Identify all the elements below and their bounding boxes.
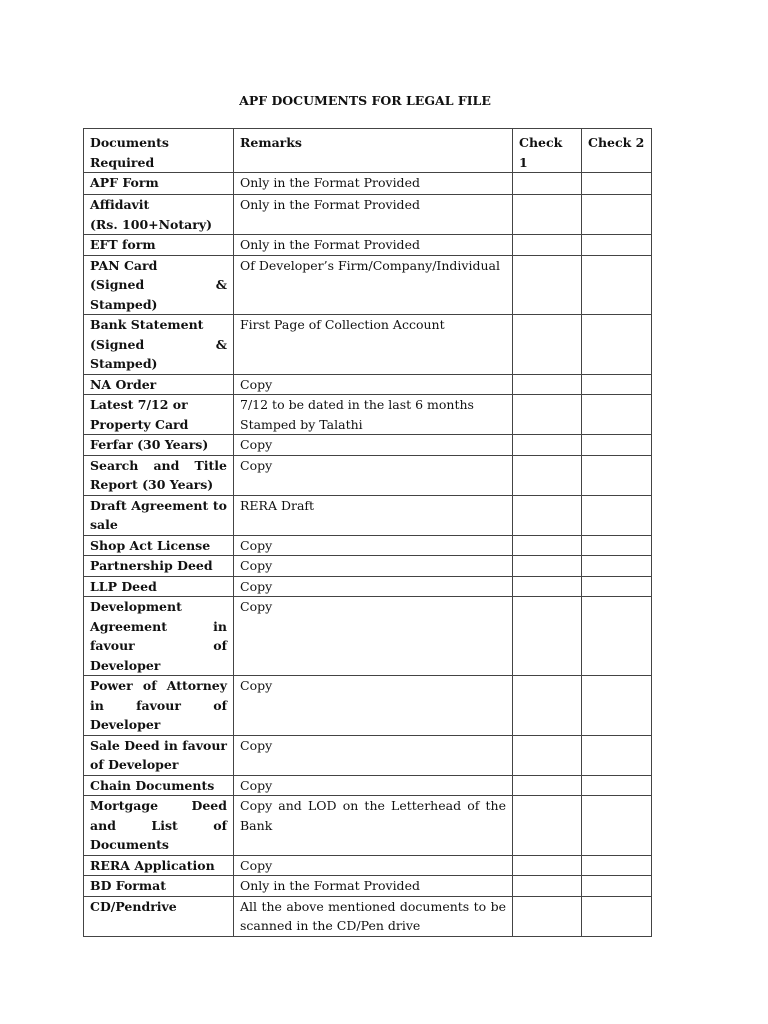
table-row <box>84 896 652 936</box>
document-name-cell: Ferfar (30 Years) <box>84 435 234 456</box>
remarks-cell: Copy <box>234 455 513 495</box>
check-2-cell[interactable] <box>582 775 652 796</box>
documents-table <box>83 128 652 937</box>
check-2-cell[interactable] <box>582 315 652 375</box>
document-name-cell: Power of Attorney in favour of Developer <box>84 676 234 736</box>
check-2-cell[interactable] <box>582 576 652 597</box>
document-name-cell: Sale Deed in favour of Developer <box>84 735 234 775</box>
remarks-cell: Copy <box>234 597 513 676</box>
remarks-cell: Only in the Format Provided <box>234 876 513 897</box>
table-row <box>84 235 652 256</box>
table-header-row <box>84 129 652 173</box>
table-row <box>84 495 652 535</box>
check-2-cell[interactable] <box>582 876 652 897</box>
remarks-cell: RERA Draft <box>234 495 513 535</box>
document-name-cell: EFT form <box>84 235 234 256</box>
table-row <box>84 173 652 195</box>
table-row <box>84 395 652 435</box>
check-1-cell[interactable] <box>513 455 582 495</box>
document-name-cell: BD Format <box>84 876 234 897</box>
check-2-cell[interactable] <box>582 455 652 495</box>
document-name-cell: PAN Card (Signed & Stamped) <box>84 255 234 315</box>
check-1-cell[interactable] <box>513 556 582 577</box>
page-title <box>0 93 650 108</box>
document-name-cell: NA Order <box>84 374 234 395</box>
table-row <box>84 676 652 736</box>
check-2-cell[interactable] <box>582 255 652 315</box>
remarks-cell: Only in the Format Provided <box>234 195 513 235</box>
remarks-cell: Copy <box>234 435 513 456</box>
document-name-cell: CD/Pendrive <box>84 896 234 936</box>
document-name-cell: Chain Documents <box>84 775 234 796</box>
check-1-cell[interactable] <box>513 395 582 435</box>
check-1-cell[interactable] <box>513 374 582 395</box>
check-1-cell[interactable] <box>513 255 582 315</box>
document-name-cell: Shop Act License <box>84 535 234 556</box>
table-row <box>84 535 652 556</box>
table-row <box>84 796 652 856</box>
table-row <box>84 556 652 577</box>
page-title-text: APF DOCUMENTS FOR LEGAL FILE <box>239 93 491 108</box>
document-name-cell: Affidavit (Rs. 100+Notary) <box>84 195 234 235</box>
remarks-cell: Copy <box>234 576 513 597</box>
table-row <box>84 855 652 876</box>
check-1-cell[interactable] <box>513 235 582 256</box>
remarks-cell: Copy <box>234 735 513 775</box>
table-row <box>84 597 652 676</box>
check-2-cell[interactable] <box>582 735 652 775</box>
document-name-cell: Bank Statement (Signed & Stamped) <box>84 315 234 375</box>
check-2-cell[interactable] <box>582 235 652 256</box>
document-name-cell: Mortgage Deed and List of Documents <box>84 796 234 856</box>
table-row <box>84 374 652 395</box>
remarks-cell: Copy and LOD on the Letterhead of the Bank <box>234 796 513 856</box>
check-2-cell[interactable] <box>582 556 652 577</box>
document-name-cell: Latest 7/12 or Property Card <box>84 395 234 435</box>
check-2-cell[interactable] <box>582 195 652 235</box>
remarks-cell: Copy <box>234 855 513 876</box>
check-2-cell[interactable] <box>582 896 652 936</box>
remarks-cell: Copy <box>234 676 513 736</box>
remarks-cell: Only in the Format Provided <box>234 173 513 195</box>
header-check-2: Check 2 <box>582 129 652 173</box>
document-name-cell: Search and Title Report (30 Years) <box>84 455 234 495</box>
check-1-cell[interactable] <box>513 597 582 676</box>
check-1-cell[interactable] <box>513 855 582 876</box>
check-1-cell[interactable] <box>513 315 582 375</box>
check-1-cell[interactable] <box>513 676 582 736</box>
table-row <box>84 455 652 495</box>
check-1-cell[interactable] <box>513 195 582 235</box>
check-1-cell[interactable] <box>513 435 582 456</box>
check-2-cell[interactable] <box>582 535 652 556</box>
check-2-cell[interactable] <box>582 395 652 435</box>
check-1-cell[interactable] <box>513 735 582 775</box>
documents-table-body <box>84 129 652 937</box>
check-1-cell[interactable] <box>513 796 582 856</box>
check-2-cell[interactable] <box>582 374 652 395</box>
remarks-cell: Copy <box>234 556 513 577</box>
check-1-cell[interactable] <box>513 173 582 195</box>
check-2-cell[interactable] <box>582 495 652 535</box>
check-1-cell[interactable] <box>513 535 582 556</box>
document-name-cell: APF Form <box>84 173 234 195</box>
table-row <box>84 876 652 897</box>
remarks-cell: Only in the Format Provided <box>234 235 513 256</box>
remarks-cell: 7/12 to be dated in the last 6 months Stamped by Talathi <box>234 395 513 435</box>
check-1-cell[interactable] <box>513 576 582 597</box>
table-row <box>84 435 652 456</box>
document-name-cell: LLP Deed <box>84 576 234 597</box>
header-check-1: Check 1 <box>513 129 582 173</box>
table-row <box>84 255 652 315</box>
remarks-cell: Copy <box>234 775 513 796</box>
remarks-cell: Copy <box>234 535 513 556</box>
remarks-cell: Of Developer’s Firm/Company/Individual <box>234 255 513 315</box>
remarks-cell: All the above mentioned documents to be scanned in the CD/Pen drive <box>234 896 513 936</box>
check-2-cell[interactable] <box>582 597 652 676</box>
check-1-cell[interactable] <box>513 775 582 796</box>
remarks-cell: Copy <box>234 374 513 395</box>
check-2-cell[interactable] <box>582 676 652 736</box>
check-1-cell[interactable] <box>513 876 582 897</box>
check-1-cell[interactable] <box>513 495 582 535</box>
table-row <box>84 775 652 796</box>
check-2-cell[interactable] <box>582 796 652 856</box>
check-2-cell[interactable] <box>582 173 652 195</box>
document-name-cell: Draft Agreement to sale <box>84 495 234 535</box>
check-2-cell[interactable] <box>582 435 652 456</box>
table-row <box>84 735 652 775</box>
header-remarks: Remarks <box>234 129 513 173</box>
check-1-cell[interactable] <box>513 896 582 936</box>
document-name-cell: Development Agreement in favour of Developer <box>84 597 234 676</box>
table-row <box>84 576 652 597</box>
document-name-cell: RERA Application <box>84 855 234 876</box>
check-2-cell[interactable] <box>582 855 652 876</box>
table-row <box>84 315 652 375</box>
remarks-cell: First Page of Collection Account <box>234 315 513 375</box>
table-row <box>84 195 652 235</box>
document-name-cell: Partnership Deed <box>84 556 234 577</box>
header-documents-required: Documents Required <box>84 129 234 173</box>
